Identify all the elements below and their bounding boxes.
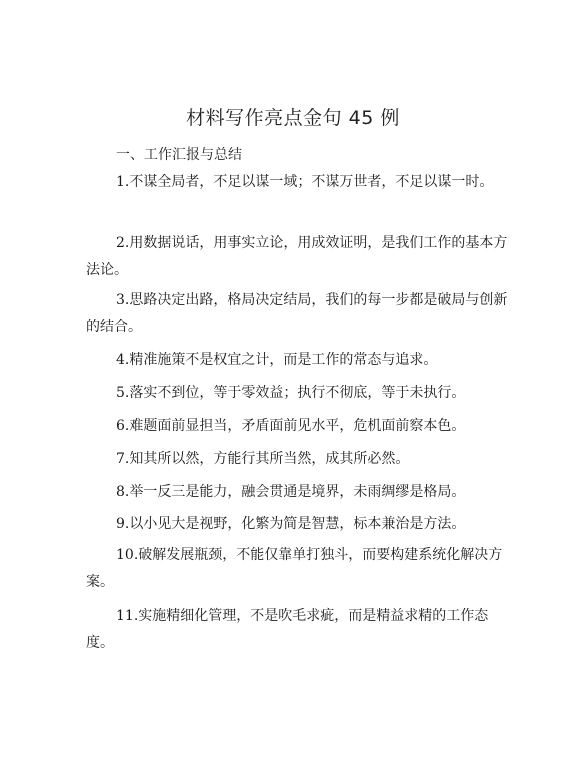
list-item: 7.知其所以然，方能行其所当然，成其所必然。 [116, 451, 410, 467]
list-item: 3.思路决定出路，格局决定结局，我们的每一步都是破局与创新的结合。 [86, 292, 508, 335]
section-heading: 一、工作汇报与总结 [116, 147, 242, 163]
list-item: 9.以小见大是视野，化繁为简是智慧，标本兼治是方法。 [116, 516, 466, 532]
list-item: 1.不谋全局者，不足以谋一域；不谋万世者，不足以谋一时。 [116, 174, 494, 190]
list-item: 2.用数据说话，用事实立论，用成效证明，是我们工作的基本方法论。 [86, 235, 508, 278]
list-item: 10.破解发展瓶颈，不能仅靠单打独斗，而要构建系统化解决方案。 [86, 547, 503, 590]
list-item: 11.实施精细化管理，不是吹毛求疵，而是精益求精的工作态度。 [86, 608, 489, 651]
document-title: 材料写作亮点金句 45 例 [186, 107, 400, 129]
list-item: 4.精准施策不是权宜之计，而是工作的常态与追求。 [116, 352, 438, 368]
list-item: 8.举一反三是能力，融会贯通是境界，未雨绸缪是格局。 [116, 484, 466, 500]
list-item: 6.难题面前显担当，矛盾面前见水平，危机面前察本色。 [116, 418, 466, 434]
list-item: 5.落实不到位，等于零效益；执行不彻底，等于未执行。 [116, 385, 466, 401]
